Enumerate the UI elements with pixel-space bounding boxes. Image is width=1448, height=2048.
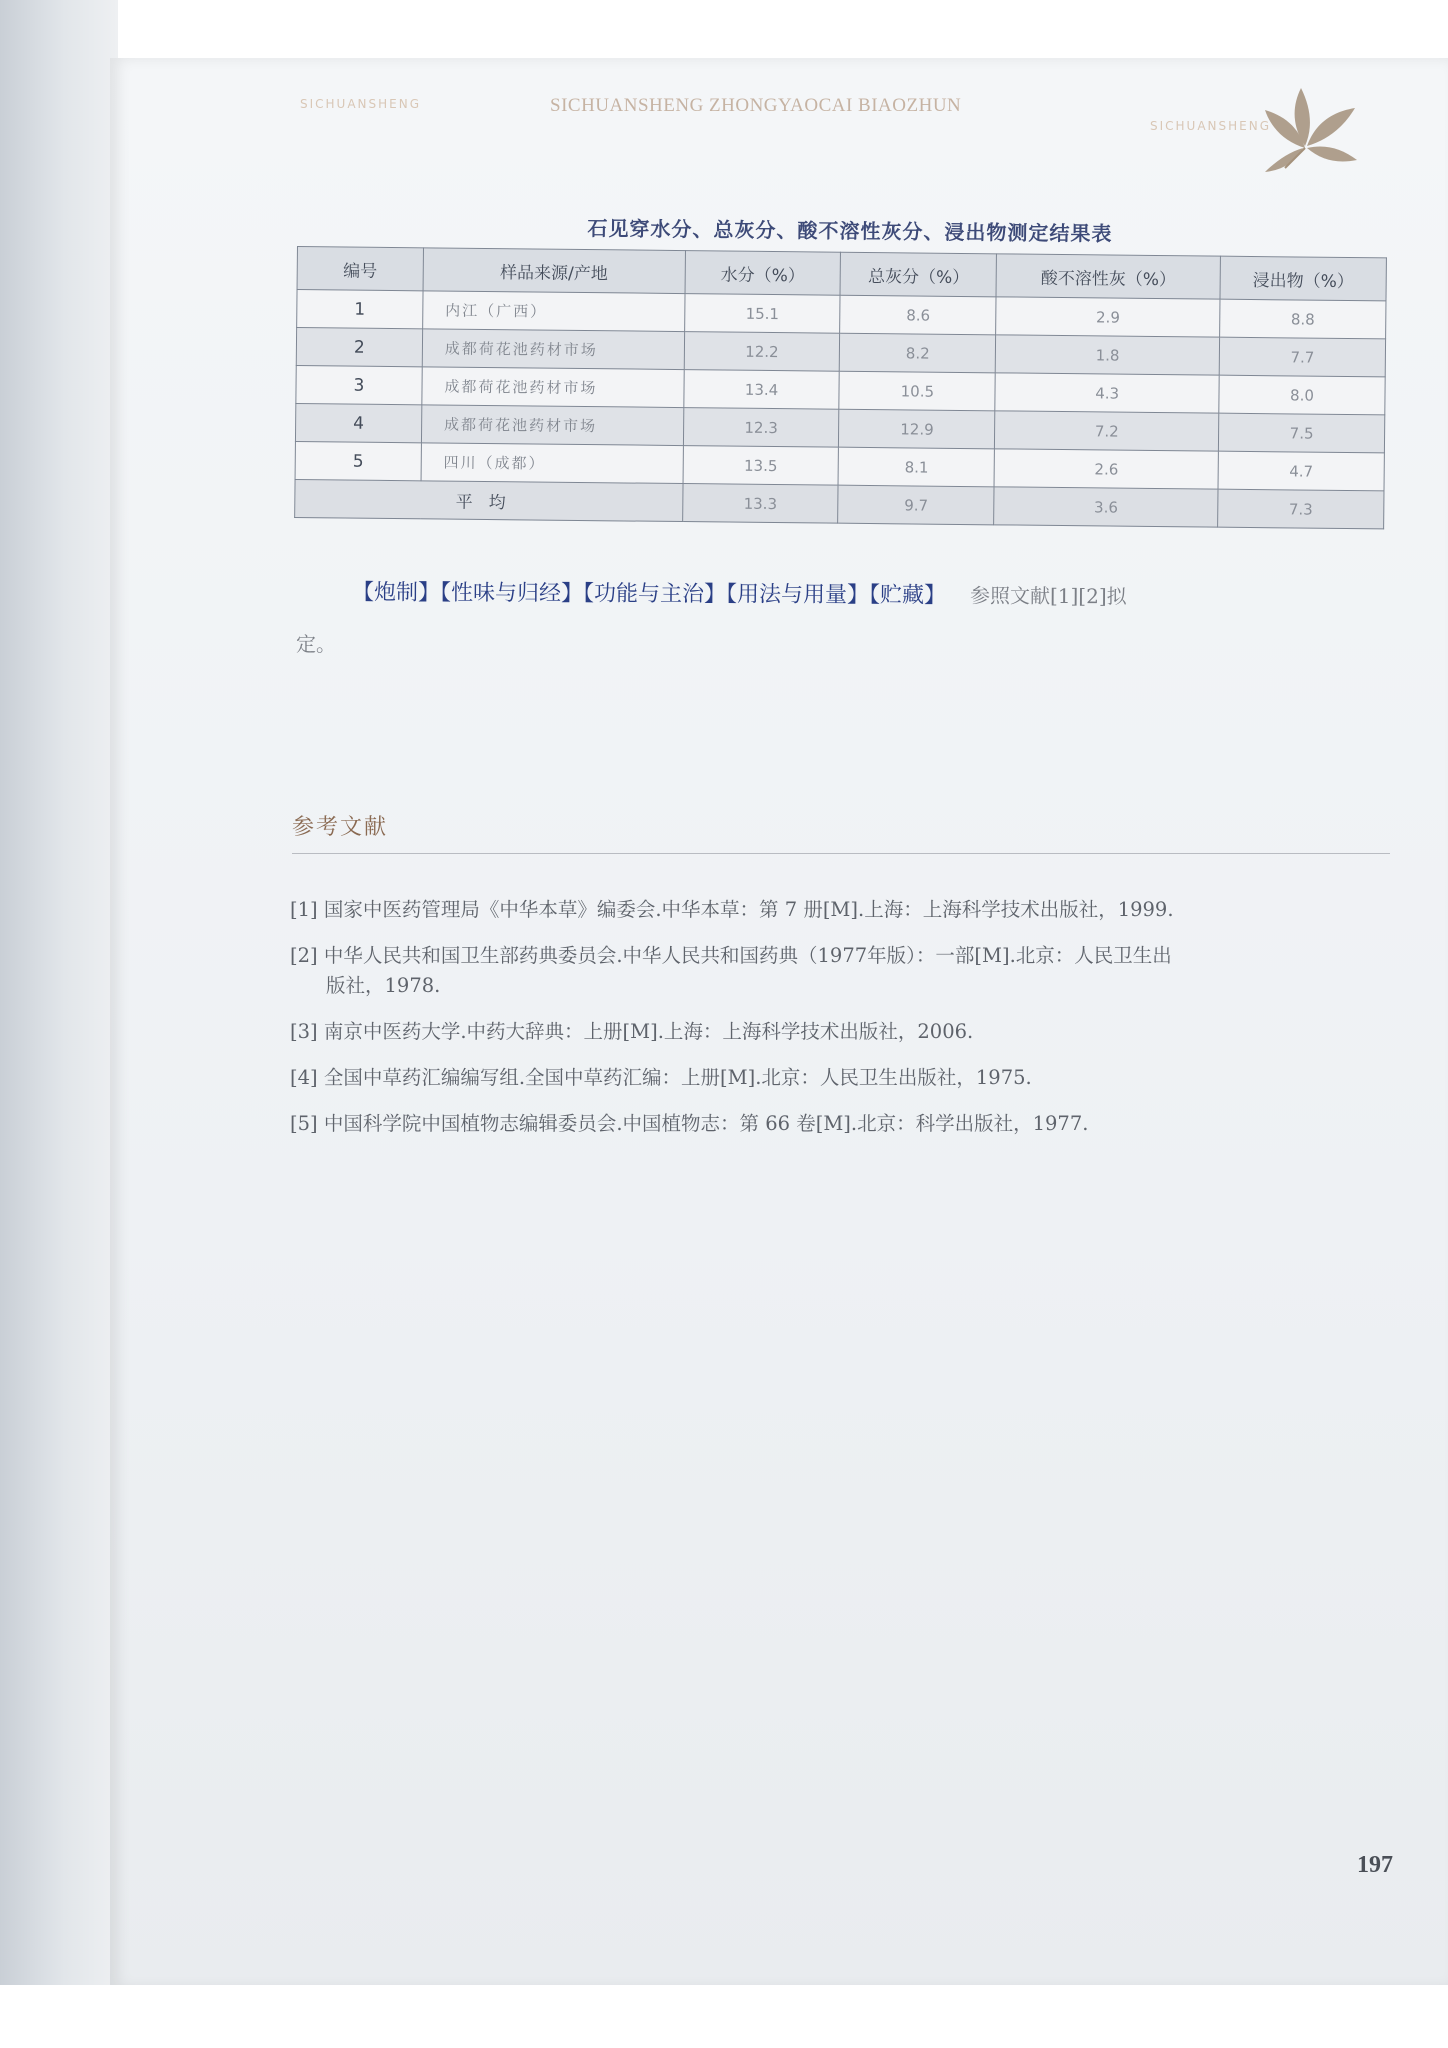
extract-value: 8.0 bbox=[1219, 375, 1385, 415]
leaf-logo-icon bbox=[1245, 68, 1375, 178]
sample-source: 成都荷花池药材市场 bbox=[422, 329, 684, 370]
reference-text-continued: 版社，1978. bbox=[326, 974, 441, 997]
book-gutter bbox=[0, 0, 118, 2048]
reference-item bbox=[290, 1017, 1400, 1047]
moisture-value: 13.5 bbox=[683, 446, 839, 486]
running-header-pinyin: SICHUANSHENG ZHONGYAOCAI BIAOZHUN bbox=[550, 95, 962, 116]
reference-text: [4] 全国中草药汇编编写组.全国中草药汇编：上册[M].北京：人民卫生出版社，1975. bbox=[290, 1066, 1032, 1089]
average-acid-ash: 3.6 bbox=[994, 487, 1218, 527]
reference-text: [1] 国家中医药管理局《中华本草》编委会.中华本草：第 7 册[M].上海：上海科学技术出版社，1999. bbox=[290, 898, 1174, 921]
table-header-cell: 酸不溶性灰（%） bbox=[996, 254, 1220, 299]
reference-text: [3] 南京中医药大学.中药大辞典：上册[M].上海：上海科学技术出版社，2006. bbox=[290, 1020, 974, 1043]
photo-bottom-edge bbox=[0, 1985, 1448, 2048]
average-total-ash: 9.7 bbox=[838, 485, 994, 525]
sample-source: 四川（成都） bbox=[421, 443, 683, 484]
sample-number: 4 bbox=[295, 403, 421, 442]
table-title: 石见穿水分、总灰分、酸不溶性灰分、浸出物测定结果表 bbox=[587, 216, 1113, 246]
reference-text: [2] 中华人民共和国卫生部药典委员会.中华人民共和国药典（1977年版）：一部[M].北京：人民卫生出 bbox=[290, 944, 1172, 967]
reference-item bbox=[290, 941, 1400, 1001]
reference-text: [5] 中国科学院中国植物志编辑委员会.中国植物志：第 66 卷[M].北京：科学出版社，1977. bbox=[290, 1112, 1089, 1135]
extract-value: 8.8 bbox=[1220, 299, 1386, 339]
processing-ref-text: 参照文献[1][2]拟 bbox=[969, 583, 1127, 609]
table-header-cell: 编号 bbox=[297, 247, 423, 291]
sample-number: 5 bbox=[295, 441, 421, 480]
sample-source: 成都荷花池药材市场 bbox=[421, 405, 683, 446]
table-header-cell: 浸出物（%） bbox=[1220, 256, 1386, 301]
sample-number: 2 bbox=[296, 328, 422, 367]
references-heading: 参考文献 bbox=[292, 815, 389, 840]
sample-source: 内江（广西） bbox=[422, 291, 684, 332]
processing-continuation: 定。 bbox=[296, 632, 336, 656]
sample-number: 1 bbox=[297, 290, 423, 329]
measurement-table bbox=[294, 246, 1387, 529]
average-extract: 7.3 bbox=[1218, 489, 1384, 529]
total-ash-value: 8.2 bbox=[840, 333, 996, 373]
reference-item bbox=[290, 1109, 1400, 1139]
total-ash-value: 10.5 bbox=[839, 371, 995, 411]
processing-paragraph bbox=[352, 575, 1392, 611]
moisture-value: 12.2 bbox=[684, 332, 840, 372]
acid-ash-value: 7.2 bbox=[995, 411, 1219, 451]
total-ash-value: 12.9 bbox=[839, 409, 995, 449]
acid-ash-value: 1.8 bbox=[996, 335, 1220, 375]
page-number: 197 bbox=[1357, 1852, 1393, 1878]
acid-ash-value: 4.3 bbox=[995, 373, 1219, 413]
table-header-cell: 总灰分（%） bbox=[840, 252, 996, 297]
average-label: 平均 bbox=[295, 479, 683, 521]
total-ash-value: 8.1 bbox=[838, 447, 994, 487]
moisture-value: 15.1 bbox=[684, 294, 840, 334]
table-header-cell: 样品来源/产地 bbox=[423, 248, 685, 294]
moisture-value: 13.4 bbox=[683, 370, 839, 410]
running-header-small-right: SICHUANSHENG bbox=[1150, 119, 1272, 133]
average-moisture: 13.3 bbox=[682, 484, 838, 524]
extract-value: 4.7 bbox=[1218, 451, 1384, 491]
acid-ash-value: 2.6 bbox=[994, 449, 1218, 489]
sample-number: 3 bbox=[296, 365, 422, 404]
extract-value: 7.5 bbox=[1218, 413, 1384, 453]
reference-item bbox=[290, 895, 1400, 925]
reference-item bbox=[290, 1063, 1400, 1093]
total-ash-value: 8.6 bbox=[840, 295, 996, 335]
references-divider bbox=[292, 853, 1390, 854]
running-header-small-left: SICHUANSHENG bbox=[300, 97, 422, 111]
processing-sections: 【炮制】【性味与归经】【功能与主治】【用法与用量】【贮藏】 bbox=[351, 580, 947, 609]
sample-source: 成都荷花池药材市场 bbox=[422, 367, 684, 408]
acid-ash-value: 2.9 bbox=[996, 297, 1220, 337]
table-header-cell: 水分（%） bbox=[685, 251, 841, 296]
moisture-value: 12.3 bbox=[683, 408, 839, 448]
extract-value: 7.7 bbox=[1219, 337, 1385, 377]
references-list bbox=[290, 895, 1400, 1155]
